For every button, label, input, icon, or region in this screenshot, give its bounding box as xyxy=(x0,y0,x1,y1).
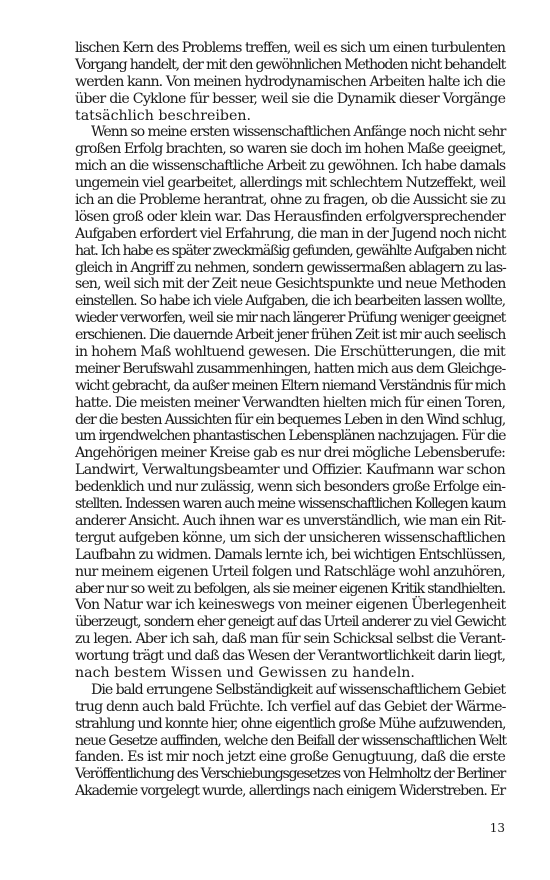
text-line: sen, weil sich mit der Zeit neue Gesichtspunkte und neue Methoden xyxy=(75,276,506,293)
text-line: nur meinem eigenen Urteil folgen und Ratschläge wohl anzuhören, xyxy=(75,563,505,580)
text-line: bedenklich und nur zulässig, wenn sich besonders große Erfolge ein- xyxy=(75,479,505,496)
text-line: einstellen. So habe ich viele Aufgaben, die ich bearbeiten lassen wollte, xyxy=(75,293,505,310)
text-line: ich an die Probleme herantrat, ohne zu fragen, ob die Aussicht sie zu xyxy=(75,192,506,209)
text-line: gleich in Angriff zu nehmen, sondern gewissermaßen ablagern zu las- xyxy=(75,259,506,276)
text-line: wortung trägt und daß das Wesen der Verantwortlichkeit darin liegt, xyxy=(75,648,505,665)
text-line: strahlung und konnte hier, ohne eigentlich große Mühe aufzuwenden, xyxy=(75,715,506,732)
text-line: werden kann. Von meinen hydrodynamischen Arbeiten halte ich die xyxy=(75,73,505,90)
text-line: Landwirt, Verwaltungsbeamter und Offizier. Kaufmann war schon xyxy=(75,462,505,479)
text-line: Veröffentlichung des Verschiebungsgesetzes von Helmholtz der Berliner xyxy=(75,766,506,783)
text-line: überzeugt, sondern eher geneigt auf das Urteil anderer zu viel Gewicht xyxy=(75,614,506,631)
text-line: trug denn auch bald Früchte. Ich verfiel auf das Gebiet der Wärme- xyxy=(75,698,506,715)
text-line: mich an die wissenschaftliche Arbeit zu gewöhnen. Ich habe damals xyxy=(75,158,506,175)
text-line: Wenn so meine ersten wissenschaftlichen Anfänge noch nicht sehr xyxy=(91,124,506,141)
text-line: um irgendwelchen phantastischen Lebensplänen nachzujagen. Für die xyxy=(75,428,506,445)
text-line: nach bestem Wissen und Gewissen zu handeln. xyxy=(75,664,415,681)
text-line: Von Natur war ich keineswegs von meiner eigenen Überlegenheit xyxy=(75,597,506,614)
text-line: Aufgaben erfordert viel Erfahrung, die man in der Jugend noch nicht xyxy=(75,225,506,242)
text-line: Angehörigen meiner Kreise gab es nur drei mögliche Lebensberufe: xyxy=(75,445,505,462)
text-line: stellten. Indessen waren auch meine wissenschaftlichen Kollegen kaum xyxy=(75,496,506,513)
text-line: hat. Ich habe es später zweckmäßig gefunden, gewählte Aufgaben nicht xyxy=(75,242,506,259)
text-line: Die bald errungene Selbständigkeit auf wissenschaftlichem Gebiet xyxy=(91,681,505,698)
text-line: der die besten Aussichten für ein bequemes Leben in den Wind schlug, xyxy=(75,411,505,428)
text-line: Akademie vorgelegt wurde, allerdings nach einigem Widerstreben. Er xyxy=(75,783,505,800)
text-line: wicht gebracht, da außer meinen Eltern niemand Verständnis für mich xyxy=(75,377,506,394)
text-line: meiner Berufswahl zusammenhingen, hatten mich aus dem Gleichge- xyxy=(75,360,506,377)
text-line: anderer Ansicht. Auch ihnen war es unverständlich, wie man ein Rit- xyxy=(75,512,506,529)
text-line: wieder verworfen, weil sie mir nach längerer Prüfung weniger geeignet xyxy=(75,310,506,327)
text-line: ungemein viel gearbeitet, allerdings mit schlechtem Nutzeffekt, weil xyxy=(75,175,506,192)
text-line: lösen groß oder klein war. Das Herausfinden erfolgversprechender xyxy=(75,208,505,225)
text-line: in hohem Maß wohltuend gewesen. Die Erschütterungen, die mit xyxy=(75,344,505,361)
text-line: lischen Kern des Problems treffen, weil es sich um einen turbulenten xyxy=(75,40,505,56)
text-line: zu legen. Aber ich sah, daß man für sein Schicksal selbst die Verant- xyxy=(75,631,505,648)
text-line: über die Cyklone für besser, weil sie die Dynamik dieser Vorgänge xyxy=(75,90,506,107)
body-text xyxy=(75,40,505,800)
text-line: großen Erfolg brachten, so waren sie doch im hohen Maße geeignet, xyxy=(75,141,506,158)
text-line: tatsächlich beschreiben. xyxy=(75,107,252,124)
text-line: erschienen. Die dauernde Arbeit jener frühen Zeit ist mir auch seelisch xyxy=(75,327,506,344)
page-number: 13 xyxy=(489,821,505,835)
text-line: Vorgang handelt, der mit den gewöhnlichen Methoden nicht behandelt xyxy=(75,56,506,73)
text-line: hatte. Die meisten meiner Verwandten hielten mich für einen Toren, xyxy=(75,394,506,411)
text-line: tergut aufgeben könne, um sich der unsicheren wissenschaftlichen xyxy=(75,529,505,546)
text-line: neue Gesetze auffinden, welche den Beifall der wissenschaftlichen Welt xyxy=(75,732,506,749)
text-line: fanden. Es ist mir noch jetzt eine große Genugtuung, daß die erste xyxy=(75,749,506,766)
text-line: Laufbahn zu widmen. Damals lernte ich, bei wichtigen Entschlüssen, xyxy=(75,546,506,563)
text-line: aber nur so weit zu befolgen, als sie meiner eigenen Kritik standhielten. xyxy=(75,580,505,597)
